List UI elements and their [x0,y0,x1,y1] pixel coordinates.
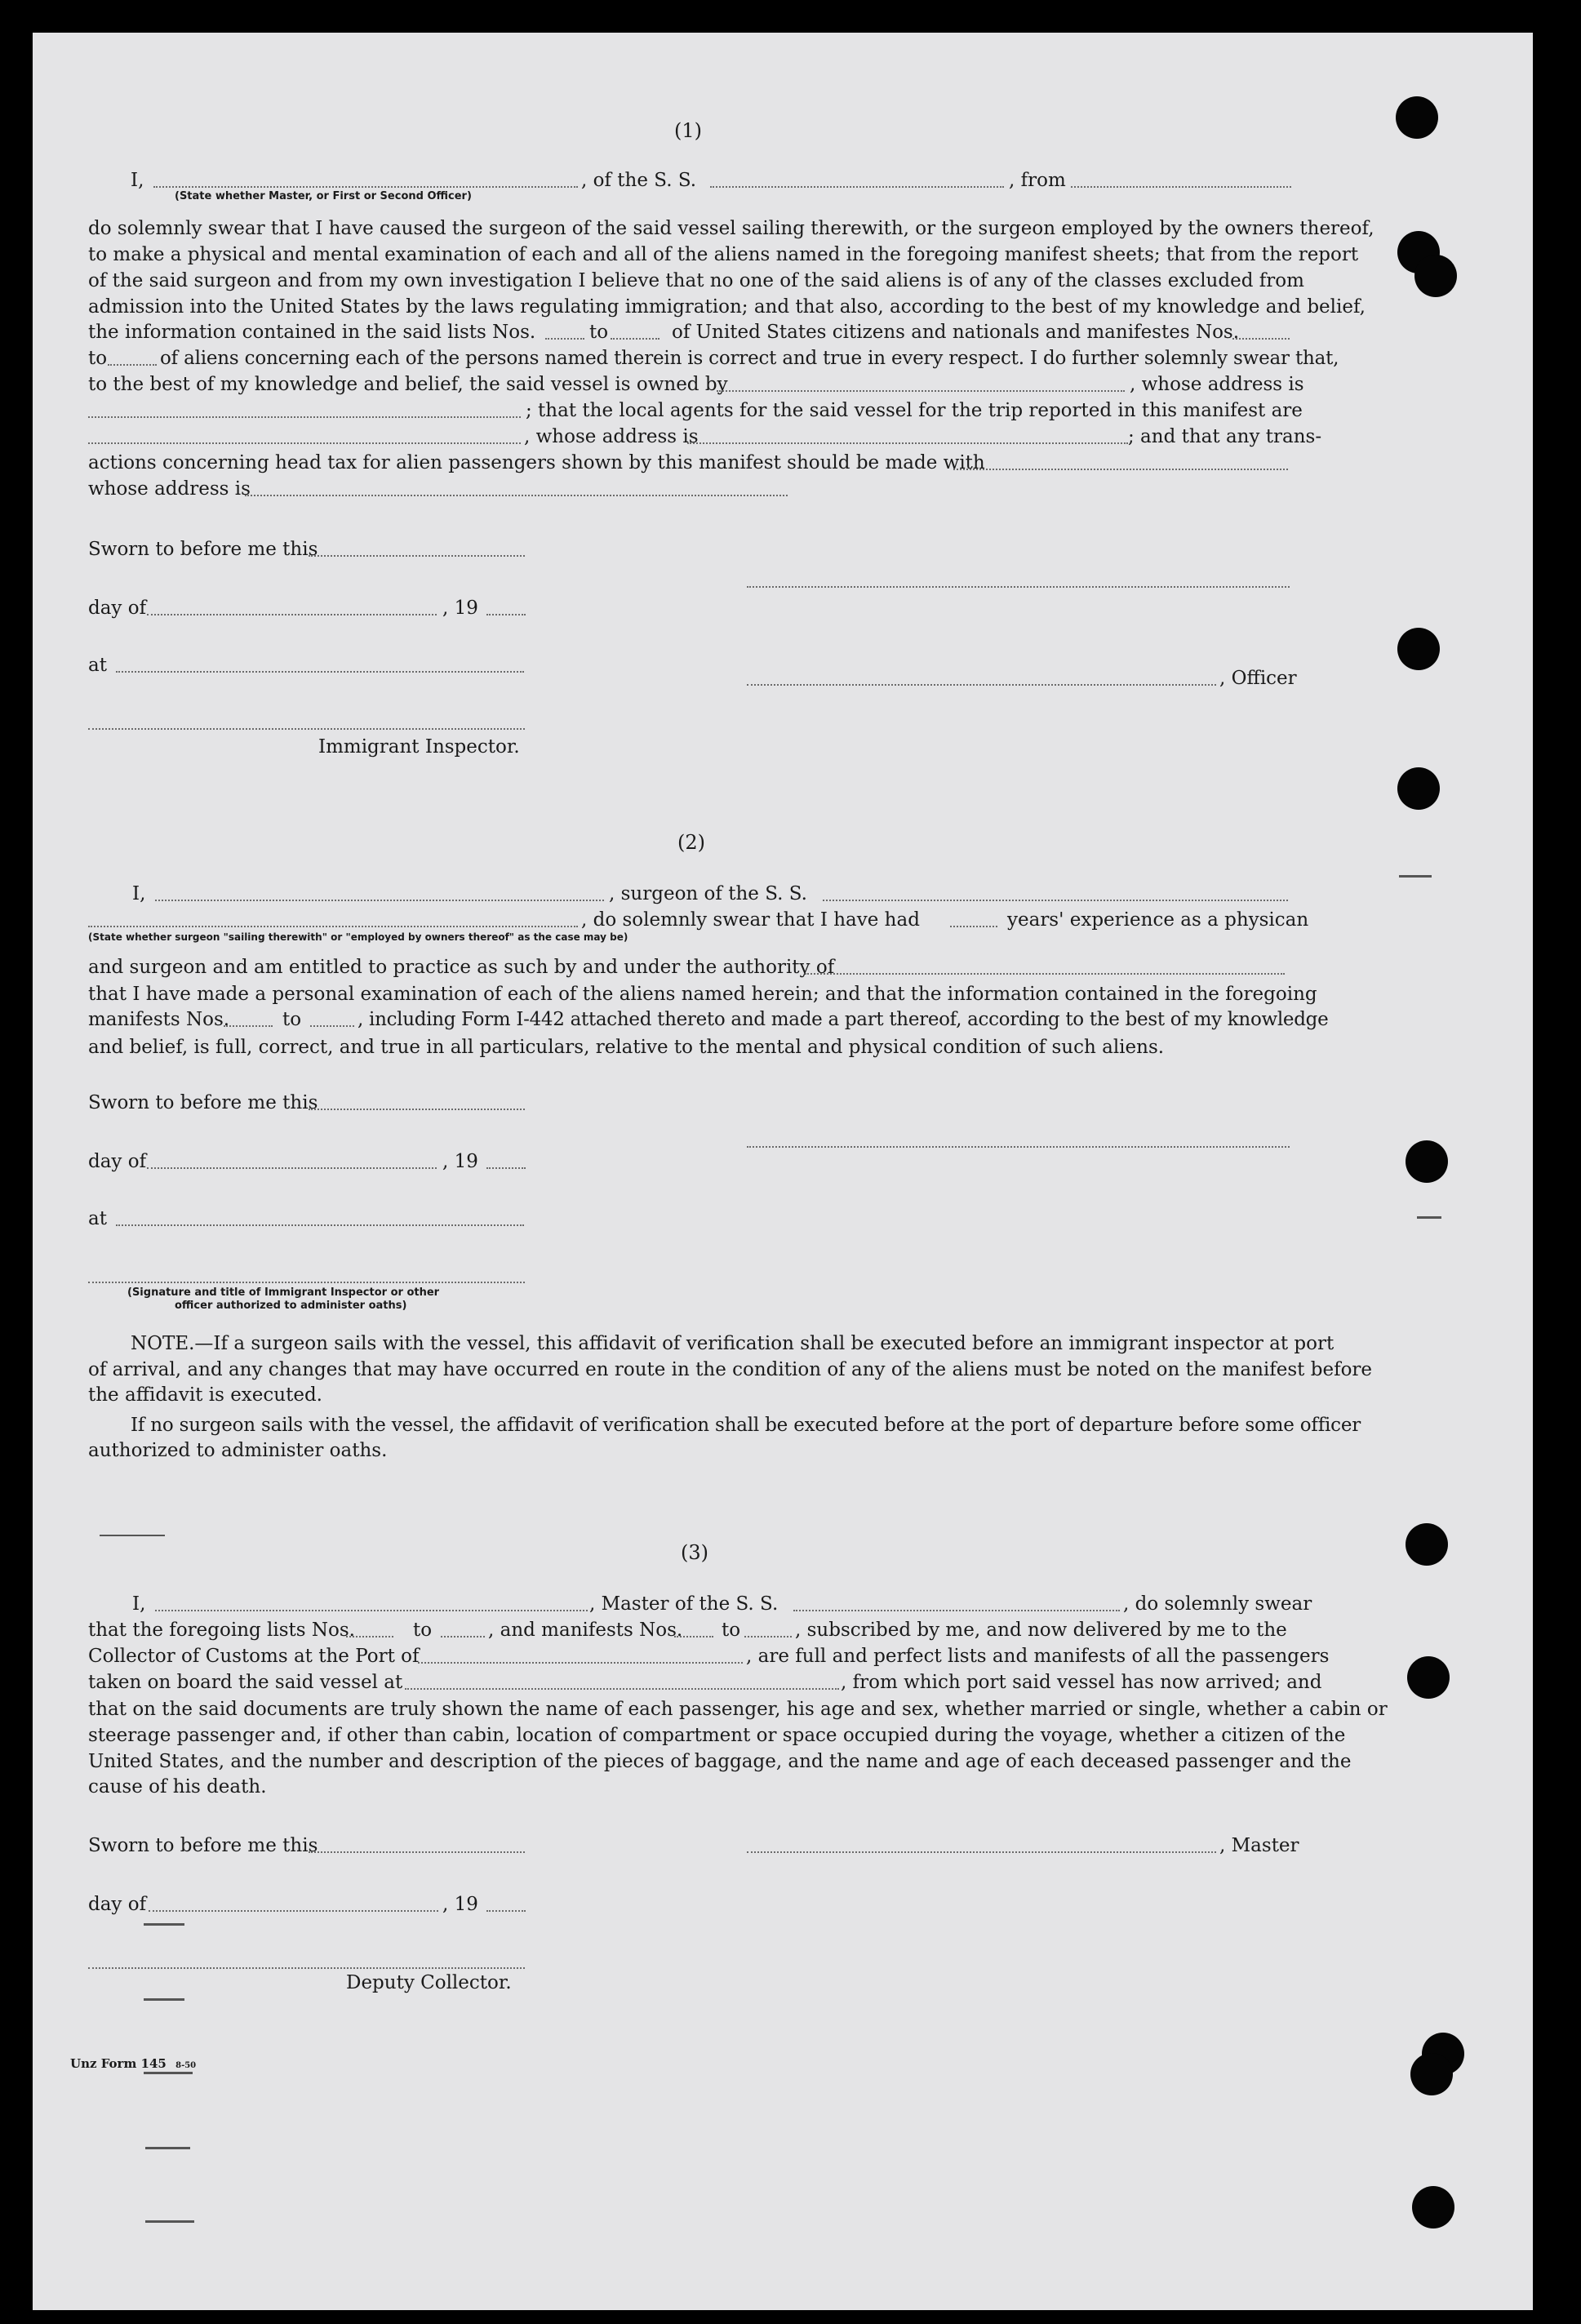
s3-para-line: steerage passenger and, if other than cabin, location of compartment or space occupied during the voyage, whether a citizen of the [88,1725,1346,1746]
s2-inspector-signature-line[interactable] [88,1282,525,1283]
manifests-to-field[interactable] [108,364,157,366]
s1-master-note: (State whether Master, or First or Second Officer) [175,190,472,202]
s2-note-line: of arrival, and any changes that may have occurred en route in the condition of any of the aliens must be noted on the manifest before [88,1359,1373,1380]
section-3-number: (3) [681,1541,708,1564]
s2-sworn-date-field[interactable] [309,1109,525,1110]
years-experience-field[interactable] [950,926,997,927]
s2-day-of: day of [88,1151,147,1172]
s3-manifests-to-field[interactable] [744,1636,792,1637]
s1-agents: ; that the local agents for the said vessel for the trip reported in this manifest are [526,400,1303,421]
s1-lists-b: of United States citizens and nationals and manifestes Nos. [672,322,1240,343]
head-tax-agent-field[interactable] [953,469,1288,470]
s1-day-of: day of [88,598,147,619]
s1-officer: , Officer [1219,668,1297,689]
s3-I: I, [132,1593,146,1615]
s1-para-line: do solemnly swear that I have caused the surgeon of the said vessel sailing therewith, or the surgeon employed by the owners thereof, [88,218,1374,239]
s1-owned-b: , whose address is [1130,374,1304,395]
s3-vessel-field[interactable] [793,1610,1120,1611]
s3-sworn: Sworn to before me this [88,1835,318,1856]
s3-nineteen: , 19 [442,1894,478,1915]
s3-line2-a: that the foregoing lists Nos. [88,1620,355,1641]
s3-lists-from-field[interactable] [346,1636,393,1637]
stray-mark [1399,875,1432,878]
s1-sworn: Sworn to before me this [88,539,318,560]
section-1-number: (1) [674,119,702,142]
s2-vessel-field[interactable] [823,900,1288,901]
s2-surgeon-type-field[interactable] [88,926,578,927]
authority-field[interactable] [805,973,1285,975]
collector-port-field[interactable] [418,1662,743,1664]
s1-place-field[interactable] [116,671,524,673]
s2-line6: and belief, is full, correct, and true in all particulars, relative to the mental and physical condition of such aliens. [88,1037,1165,1058]
s1-addr-a: , whose address is [524,426,699,447]
vessel-name-field[interactable] [710,186,1004,188]
stray-mark [144,2072,193,2074]
form-date: 8-50 [175,2061,197,2070]
s3-collector: Deputy Collector. [346,1972,512,1993]
s3-master-sig: , Master [1219,1835,1299,1856]
s1-lists-to: to [589,322,609,343]
s2-I: I, [132,883,146,904]
s3-line2-b: , and manifests Nos. [488,1620,683,1641]
stray-mark [144,1923,184,1926]
stray-mark [145,2147,190,2149]
s2-nineteen: , 19 [442,1151,478,1172]
s2-year-field[interactable] [486,1167,526,1169]
s2-at: at [88,1208,107,1229]
s2-line5-a: manifests Nos. [88,1009,230,1030]
master-name-field[interactable] [153,186,578,188]
s3-line2-to: to [413,1620,433,1641]
lists-from-field[interactable] [545,338,584,340]
surgeon-name-field[interactable] [155,900,604,901]
s1-of-ss: , of the S. S. [581,170,697,191]
s3-collector-line[interactable] [88,1967,525,1969]
s3-swear: , do solemnly swear [1123,1593,1312,1615]
s3-lists-to-field[interactable] [441,1636,485,1637]
s2-line3: and surgeon and am entitled to practice as such by and under the authority of [88,957,835,978]
owner-field[interactable] [717,390,1125,392]
stray-mark [144,1998,184,2001]
s1-tax: actions concerning head tax for alien passengers shown by this manifest should be made with [88,452,985,473]
s3-line2-to2: to [722,1620,741,1641]
s2-line5-to: to [282,1009,302,1030]
s1-from: , from [1009,170,1066,191]
s1-year-field[interactable] [486,614,526,615]
s3-line2-c: , subscribed by me, and now delivered by me to the [795,1620,1287,1641]
s3-para-line: United States, and the number and description of the pieces of baggage, and the name and age of each deceased passenger and the [88,1751,1352,1772]
s2-note2-last: authorized to administer oaths. [88,1440,388,1461]
boarding-port-field[interactable] [405,1688,839,1690]
owner-address-field[interactable] [88,416,521,418]
s1-sworn-date-field[interactable] [309,555,525,557]
s1-owned-a: to the best of my knowledge and belief, the said vessel is owned by [88,374,728,395]
s2-note-last: the affidavit is executed. [88,1384,322,1406]
s3-line3-b: , are full and perfect lists and manifests of all the passengers [746,1646,1330,1667]
s3-day-field[interactable] [149,1910,438,1912]
s1-addr-b: ; and that any trans- [1128,426,1322,447]
s1-at: at [88,655,107,676]
s2-place-field[interactable] [116,1224,524,1226]
form-id [70,2057,196,2073]
s2-note-line: NOTE.—If a surgeon sails with the vessel, this affidavit of verification shall be executed before an immigrant inspector at port [131,1333,1335,1354]
s3-para-last: cause of his death. [88,1776,267,1797]
stray-mark [145,2220,194,2223]
s1-signature-line[interactable] [747,586,1290,588]
s3-day-of: day of [88,1894,147,1915]
s2-signature-line[interactable] [747,1146,1290,1148]
s2-surgeon: , surgeon of the S. S. [609,883,807,904]
s2-line5-b: , including Form I-442 attached thereto and made a part thereof, according to the best of my knowledge [358,1009,1329,1030]
agents-field[interactable] [88,442,521,444]
s2-note2-line: If no surgeon sails with the vessel, the affidavit of verification shall be executed before at the port of departure before some officer [131,1415,1361,1436]
s2-years: years' experience as a physican [1007,909,1309,931]
s1-para-line: to make a physical and mental examination of each and all of the aliens named in the foregoing manifest sheets; that from the report [88,244,1359,265]
s1-para-line: of the said surgeon and from my own investigation I believe that no one of the said aliens is of any of the classes excluded from [88,270,1304,291]
s1-day-field[interactable] [147,614,437,615]
s3-master-signature-line[interactable] [747,1851,1216,1853]
head-tax-address-field[interactable] [245,495,788,496]
s3-para-line: that on the said documents are truly shown the name of each passenger, his age and sex, whether married or single, whether a cabin or [88,1699,1388,1720]
s3-line3-a: Collector of Customs at the Port of [88,1646,420,1667]
s3-master-name-field[interactable] [155,1610,588,1611]
s3-sworn-date-field[interactable] [309,1851,525,1853]
s1-whose: whose address is [88,478,251,500]
s1-inspector-line[interactable] [88,728,525,730]
s3-line4-b: , from which port said vessel has now arrived; and [841,1672,1322,1693]
form-number: Unz Form 145 [70,2056,167,2071]
s2-sig-note-2: officer authorized to administer oaths) [175,1300,407,1312]
s3-master: , Master of the S. S. [589,1593,779,1615]
s1-lists-a: the information contained in the said lists Nos. [88,322,536,343]
s1-para-line: admission into the United States by the laws regulating immigration; and that also, according to the best of my knowledge and belief, [88,296,1366,318]
s2-sworn: Sworn to before me this [88,1092,318,1113]
stray-mark [1417,1216,1441,1219]
s1-to2-a: to [88,348,108,369]
s2-manifests-from-field[interactable] [224,1025,273,1027]
s1-nineteen: , 19 [442,598,478,619]
s2-day-field[interactable] [147,1167,437,1169]
s2-line4: that I have made a personal examination of each of the aliens named herein; and that the information contained in the foregoing [88,984,1317,1005]
s1-I: I, [131,170,144,191]
section-2-number: (2) [677,831,705,854]
agents-address-field[interactable] [687,442,1128,444]
lists-to-field[interactable] [611,338,659,340]
s1-officer-line[interactable] [747,684,1216,686]
s3-manifests-from-field[interactable] [674,1636,713,1637]
s2-swear: , do solemnly swear that I have had [581,909,920,931]
departure-port-field[interactable] [1071,186,1291,188]
s2-manifests-to-field[interactable] [310,1025,354,1027]
stray-mark [100,1535,165,1536]
manifests-from-field[interactable] [1232,338,1290,340]
s2-surgeon-note: (State whether surgeon "sailing therewith" or "employed by owners thereof" as the case may be) [88,931,628,943]
s1-to2-b: of aliens concerning each of the persons named therein is correct and true in every respect. I do further solemnly swear that, [160,348,1339,369]
s3-year-field[interactable] [486,1910,526,1912]
s1-inspector: Immigrant Inspector. [318,736,520,758]
s3-line4-a: taken on board the said vessel at [88,1672,403,1693]
s2-sig-note-1: (Signature and title of Immigrant Inspector or other [127,1286,440,1299]
